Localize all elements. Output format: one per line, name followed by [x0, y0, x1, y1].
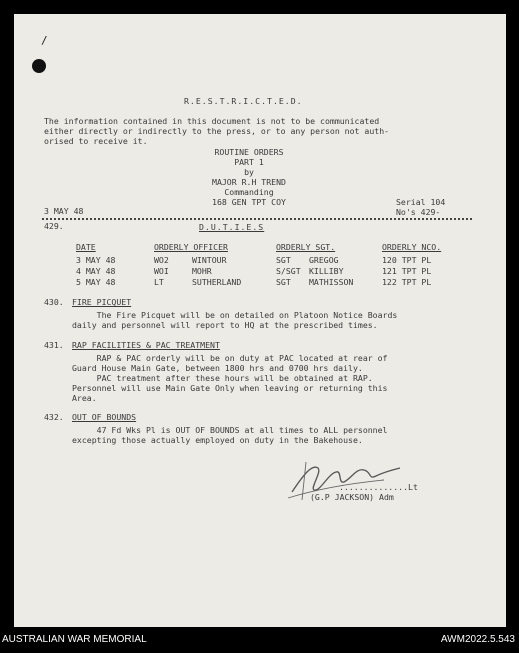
item-430-number: 430.	[44, 297, 64, 307]
row3-date: 5 MAY 48	[76, 277, 116, 287]
row2-nco: 121 TPT PL	[382, 266, 432, 276]
item-431-line-3: PAC treatment after these hours will be obtained at RAP.	[72, 373, 373, 383]
row1-sgt-rank: SGT	[276, 255, 291, 265]
title-unit: 168 GEN TPT COY	[212, 197, 286, 207]
row2-sgt-rank: S/SGT	[276, 266, 301, 276]
row1-officer: WINTOUR	[192, 255, 227, 265]
item-430-line-2: daily and personnel will report to HQ at the prescribed times.	[72, 320, 378, 330]
row2-date: 4 MAY 48	[76, 266, 116, 276]
signature-name: (G.P JACKSON) Adm	[310, 492, 394, 502]
title-commanding: Commanding	[224, 187, 274, 197]
title-part: PART 1	[234, 157, 264, 167]
document-page	[14, 14, 506, 627]
row1-date: 3 MAY 48	[76, 255, 116, 265]
item-432-line-1: 47 Fd Wks Pl is OUT OF BOUNDS at all times to ALL personnel	[72, 425, 388, 435]
row3-sgt: MATHISSON	[309, 277, 354, 287]
duties-number: 429.	[44, 221, 64, 231]
row2-sgt: KILLIBY	[309, 266, 344, 276]
row3-sgt-rank: SGT	[276, 277, 291, 287]
col-orderly-sgt: ORDERLY SGT.	[276, 242, 336, 252]
row2-officer: MOHR	[192, 266, 212, 276]
nos-number: No's 429-	[396, 207, 441, 217]
row1-sgt: GREGOG	[309, 255, 339, 265]
footer-accession: AWM2022.5.543	[440, 634, 515, 645]
dotted-divider	[42, 218, 472, 220]
item-432-number: 432.	[44, 412, 64, 422]
intro-line-2: either directly or indirectly to the press, or to any person not auth-	[44, 126, 390, 136]
item-432-heading: OUT OF BOUNDS	[72, 412, 137, 422]
row3-nco: 122 TPT PL	[382, 277, 432, 287]
serial-number: Serial 104	[396, 197, 446, 207]
item-431-heading: RAP FACILITIES & PAC TREATMENT	[72, 340, 220, 350]
col-orderly-nco: ORDERLY NCO.	[382, 242, 442, 252]
item-431-line-1: RAP & PAC orderly will be on duty at PAC located at rear of	[72, 353, 388, 363]
col-orderly-officer: ORDERLY OFFICER	[154, 242, 228, 252]
duties-heading: D.U.T.I.E.S	[199, 222, 265, 232]
restricted-heading: R.E.S.T.R.I.C.T.E.D.	[184, 96, 303, 106]
item-431-number: 431.	[44, 340, 64, 350]
item-431-line-5: Area.	[72, 393, 97, 403]
row3-officer: SUTHERLAND	[192, 277, 242, 287]
item-431-line-4: Personnel will use Main Gate Only when leaving or returning this	[72, 383, 388, 393]
item-430-heading: FIRE PICQUET	[72, 297, 132, 307]
intro-line-3: orised to receive it.	[44, 136, 148, 146]
row1-rank: WO2	[154, 255, 169, 265]
item-431-line-2: Guard House Main Gate, between 1800 hrs and 0700 hrs daily.	[72, 363, 363, 373]
intro-line-1: The information contained in this document is not to be communicated	[44, 116, 380, 126]
pen-mark: /	[41, 34, 48, 47]
title-major: MAJOR R.H TREND	[212, 177, 286, 187]
row3-rank: LT	[154, 277, 164, 287]
signature-line: ..............Lt	[339, 482, 418, 492]
footer-institution: AUSTRALIAN WAR MEMORIAL	[2, 634, 147, 645]
title-by: by	[244, 167, 254, 177]
col-date: DATE	[76, 242, 96, 252]
punch-hole	[32, 59, 46, 73]
item-430-line-1: The Fire Picquet will be on detailed on Platoon Notice Boards	[72, 310, 398, 320]
row2-rank: WOI	[154, 266, 169, 276]
item-432-line-2: excepting those actually employed on duty in the Bakehouse.	[72, 435, 363, 445]
title-routine-orders: ROUTINE ORDERS	[214, 147, 284, 157]
row1-nco: 120 TPT PL	[382, 255, 432, 265]
order-date: 3 MAY 48	[44, 206, 84, 216]
